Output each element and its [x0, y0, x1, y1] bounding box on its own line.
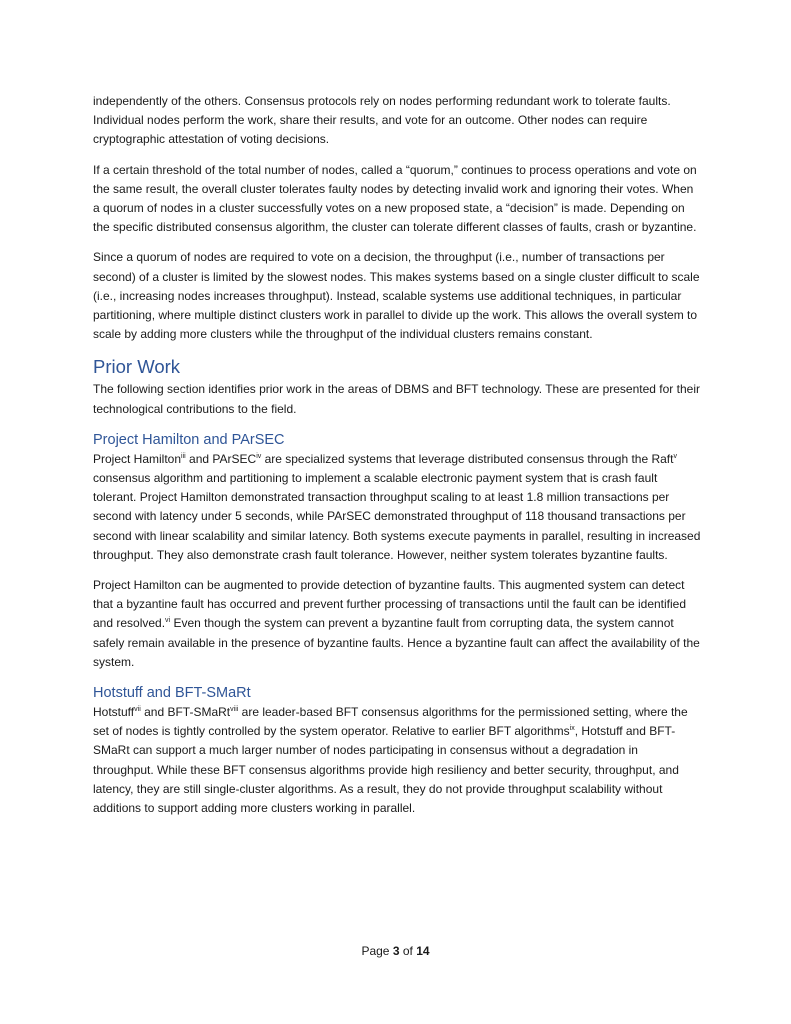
heading-project-hamilton: Project Hamilton and PArSEC — [93, 431, 285, 448]
page-number-total: 14 — [416, 944, 430, 958]
endnote-ref-v[interactable]: v — [673, 452, 677, 460]
document-body — [93, 92, 701, 829]
paragraph-prior-work-intro: The following section identifies prior work in the areas of DBMS and BFT technology. These are presented for their technological contributions to the field. — [93, 382, 700, 416]
endnote-ref-vii[interactable]: vii — [134, 706, 141, 714]
paragraph-hamilton-1: Project Hamilton$^{iii}$ and PArSEC$^{iv}$ are specialized systems that leverage distributed consensus through the Raft$^v$ consensus algorithm and partitioning to implement a scalable electronic payment system that is crash fault tolerant. Project Hamilton demonstrated transaction throughput scaling to at least 1.8 million transactions per second with latency under 5 seconds, while PArSEC demonstrated throughput of 118 thousand transactions per second with linear scalability and similar latency. Both systems execute payments in parallel, resulting in increased throughput. They also demonstrate crash fault tolerance. However, neither system tolerates byzantine faults. — [93, 451, 701, 562]
endnote-ref-ix[interactable]: ix — [569, 725, 575, 733]
endnote-ref-viii[interactable]: viii — [230, 706, 239, 714]
heading-hotstuff: Hotstuff and BFT-SMaRt — [93, 685, 251, 702]
paragraph-intro-1: independently of the others. Consensus protocols rely on nodes performing redundant work to tolerate faults. Individual nodes perform the work, share their results, and vote for an outcome. Other nodes can require cryptographic attestation of voting decisions. — [93, 94, 671, 147]
paragraph-hotstuff-1: Hotstuff$^{vii}$ and BFT-SMaRt$^{viii}$ are leader-based BFT consensus algorithms for the permissioned setting, where the set of nodes is tightly controlled by the system operator. Relative to earlier BFT algorithms$^{ix}$, Hotstuff and BFT-SMaRt can support a much larger number of nodes participating in consensus without a degradation in throughput. While these BFT consensus algorithms provide high resiliency and better security, throughput, and latency, they are still single-cluster algorithms. As a result, they do not provide throughput scalability without additions to support adding more clusters working in parallel. — [93, 705, 688, 816]
endnote-ref-iii[interactable]: iii — [181, 452, 186, 460]
paragraph-intro-2: If a certain threshold of the total number of nodes, called a “quorum,” continues to process operations and vote on the same result, the overall cluster tolerates faulty nodes by detecting invalid work and ignoring their votes. When a quorum of nodes in a cluster successfully votes on a new proposed state, a “decision” is made. Depending on the specific distributed consensus algorithm, the cluster can tolerate different classes of faults, crash or byzantine. — [93, 162, 697, 235]
endnote-ref-vi[interactable]: vi — [165, 617, 171, 625]
paragraph-hamilton-2: Project Hamilton can be augmented to provide detection of byzantine faults. This augmented system can detect that a byzantine fault has occurred and prevent further processing of transactions until the fault can be identified and resolved.$^{vi}$ Even though the system can prevent a byzantine fault from corrupting data, the system cannot safely remain available in the presence of byzantine faults. Hence a byzantine fault can affect the availability of the system. — [93, 578, 700, 669]
paragraph-intro-3: Since a quorum of nodes are required to vote on a decision, the throughput (i.e., number of transactions per second) of a cluster is limited by the slowest nodes. This makes systems based on a single cluster difficult to scale (i.e., increasing nodes increases throughput). Instead, scalable systems use additional techniques, in particular partitioning, where multiple distinct clusters work in parallel to divide up the work. This allows the overall system to scale by adding more clusters while the throughput of the individual clusters remains constant. — [93, 250, 700, 342]
endnote-ref-iv[interactable]: iv — [256, 452, 262, 460]
page-number-current: 3 — [392, 944, 400, 958]
heading-prior-work: Prior Work — [93, 356, 181, 378]
page-footer: Page 3 of 14 — [361, 944, 430, 958]
